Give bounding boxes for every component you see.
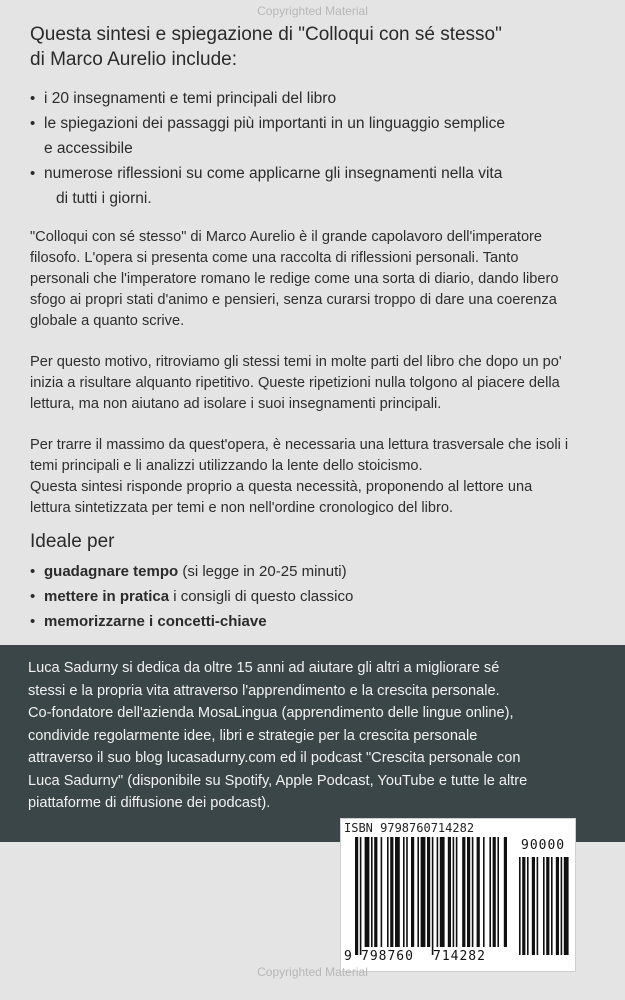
paragraph-line: lettura sintetizzata per temi e non nell'ordine cronologico del libro.: [30, 500, 453, 516]
list-item: [30, 161, 595, 211]
paragraph-line: globale a quanto scrive.: [30, 313, 185, 329]
ideal-item-rest: i consigli di questo classico: [169, 588, 354, 605]
barcode-bar: [467, 837, 470, 947]
barcode-bar: [437, 837, 439, 947]
list-item: [30, 86, 595, 111]
paragraph-line: Questa sintesi risponde proprio a questa necessità, proponendo al lettore una: [30, 479, 533, 495]
includes-list: [30, 86, 595, 211]
addon-bar: [519, 857, 521, 955]
bullet-icon: •: [30, 90, 36, 107]
bullet-icon: •: [30, 165, 36, 182]
paragraph-line: "Colloqui con sé stesso" di Marco Aurelio è il grande capolavoro dell'imperatore: [30, 229, 543, 245]
barcode-price-code: 90000: [521, 838, 566, 853]
barcode-bar: [432, 837, 434, 955]
barcode-bar: [406, 837, 408, 947]
author-bio-line: Luca Sadurny si dedica da oltre 15 anni ad aiutare gli altri a migliorare sé: [28, 660, 500, 676]
list-item-text: e accessibile: [44, 140, 133, 157]
paragraph-line: Per questo motivo, ritroviamo gli stessi temi in molte parti del libro che dopo un po': [30, 354, 562, 370]
bullet-icon: •: [30, 563, 36, 580]
author-bio-line: stessi e la propria vita attraverso l'apprendimento e la crescita personale.: [28, 682, 500, 699]
barcode-bar: [395, 837, 400, 947]
bullet-icon: •: [30, 588, 36, 605]
paragraph: [30, 352, 595, 415]
list-item: [30, 584, 595, 609]
addon-bar: [551, 857, 553, 955]
barcode-bar: [504, 837, 507, 947]
list-item-text: numerose riflessioni su come applicarne gli insegnamenti nella vita: [44, 165, 503, 182]
barcode-digit-first: 9: [344, 949, 353, 964]
paragraph-line: personali che l'imperatore romano le redige come una sorta di diario, dando libero: [30, 271, 559, 287]
ideal-list: [30, 559, 595, 634]
paragraph: [30, 435, 595, 519]
addon-bar: [537, 857, 539, 955]
list-item: [30, 559, 595, 584]
barcode-bar: [381, 837, 383, 947]
author-bio: [28, 657, 608, 815]
author-bio-line: Co-fondatore dell'azienda MosaLingua (apprendimento delle lingue online),: [28, 705, 514, 721]
barcode-bar: [453, 837, 455, 947]
barcode-bar: [421, 837, 426, 947]
addon-bar: [543, 857, 545, 955]
barcode-digits-right: 714282: [433, 949, 486, 964]
barcode-bar: [390, 837, 393, 947]
bullet-icon: •: [30, 115, 36, 132]
barcode-bar: [456, 837, 458, 947]
paragraph-line: temi principali e li analizzi utilizzando la lente dello stoicismo.: [30, 458, 423, 474]
barcode-bar: [360, 837, 362, 955]
barcode-bar: [440, 837, 445, 947]
author-bio-line: condivide regolarmente idee, libri e strategie per la crescita personale: [28, 727, 478, 744]
barcode-bar: [387, 837, 389, 947]
ideal-item-rest: (si legge in 20-25 minuti): [178, 563, 347, 580]
barcode-bar: [417, 837, 419, 947]
barcode-bar: [462, 837, 465, 947]
addon-bar: [527, 857, 529, 955]
intro-heading: [30, 22, 595, 72]
list-item-text: le spiegazioni dei passaggi più importanti in un linguaggio semplice: [44, 115, 505, 132]
intro-line: Questa sintesi e spiegazione di "Colloqui con sé stesso": [30, 24, 502, 45]
barcode-bar: [472, 837, 474, 947]
ideal-item-bold: mettere in pratica: [44, 588, 170, 605]
addon-bar: [564, 857, 569, 955]
isbn-label: ISBN 9798760714282: [344, 821, 475, 835]
ideal-item-bold: guadagnare tempo: [44, 563, 179, 580]
paragraph-line: lettura, ma non aiutano ad isolare i suoi insegnamenti principali.: [30, 396, 442, 412]
paragraph-line: filosofo. L'opera si presenta come una raccolta di riflessioni personali. Tanto: [30, 250, 519, 266]
list-item: [30, 609, 595, 634]
barcode-digits-left: 798760: [361, 949, 414, 964]
back-cover-text: [30, 22, 595, 634]
addon-bar: [532, 857, 535, 955]
barcode-bar: [403, 837, 405, 947]
paragraph-line: Per trarre il massimo da quest'opera, è necessaria una lettura trasversale che isoli i: [30, 437, 569, 453]
author-bio-line: piattaforme di diffusione dei podcast).: [28, 795, 271, 811]
watermark-bottom: Copyrighted Material: [257, 965, 368, 979]
barcode-bar: [355, 837, 358, 955]
addon-bar: [546, 857, 549, 955]
bullet-icon: •: [30, 613, 36, 630]
intro-line: di Marco Aurelio include:: [30, 49, 237, 70]
addon-bar: [556, 857, 559, 955]
paragraph-line: inizia a risultare alquanto ripetitivo. Queste ripetizioni nulla tolgono al piacere della: [30, 375, 560, 391]
barcode-bar: [365, 837, 370, 947]
barcode-bar: [411, 837, 414, 947]
ideal-heading: Ideale per: [30, 531, 115, 552]
list-item-text: i 20 insegnamenti e temi principali del libro: [44, 90, 337, 107]
author-bio-line: attraverso il suo blog lucasadurny.com ed il podcast "Crescita personale con: [28, 750, 521, 766]
isbn-barcode: [340, 818, 576, 972]
paragraph-line: sfogo ai propri stati d'animo e pensieri, senza curarsi troppo di dare una coerenza: [30, 292, 557, 308]
paragraph: [30, 227, 595, 332]
addon-bar: [561, 857, 563, 955]
list-item-text: di tutti i giorni.: [56, 190, 152, 207]
author-bio-band: [0, 645, 625, 842]
barcode-bar: [448, 837, 451, 947]
barcode-bar: [489, 837, 491, 947]
barcode-bar: [374, 837, 377, 947]
addon-bar: [522, 857, 525, 955]
barcode-bar: [427, 837, 430, 947]
barcode-bar: [483, 837, 485, 947]
list-item: [30, 111, 595, 161]
barcode-bar: [477, 837, 480, 947]
ideal-item-bold: memorizzarne i concetti-chiave: [44, 613, 267, 630]
barcode-bar: [371, 837, 373, 947]
watermark-top: Copyrighted Material: [257, 4, 368, 18]
author-bio-line: Luca Sadurny" (disponibile su Spotify, Apple Podcast, YouTube e tutte le altre: [28, 772, 528, 789]
barcode-bar: [497, 837, 499, 947]
barcode-bar: [493, 837, 496, 947]
